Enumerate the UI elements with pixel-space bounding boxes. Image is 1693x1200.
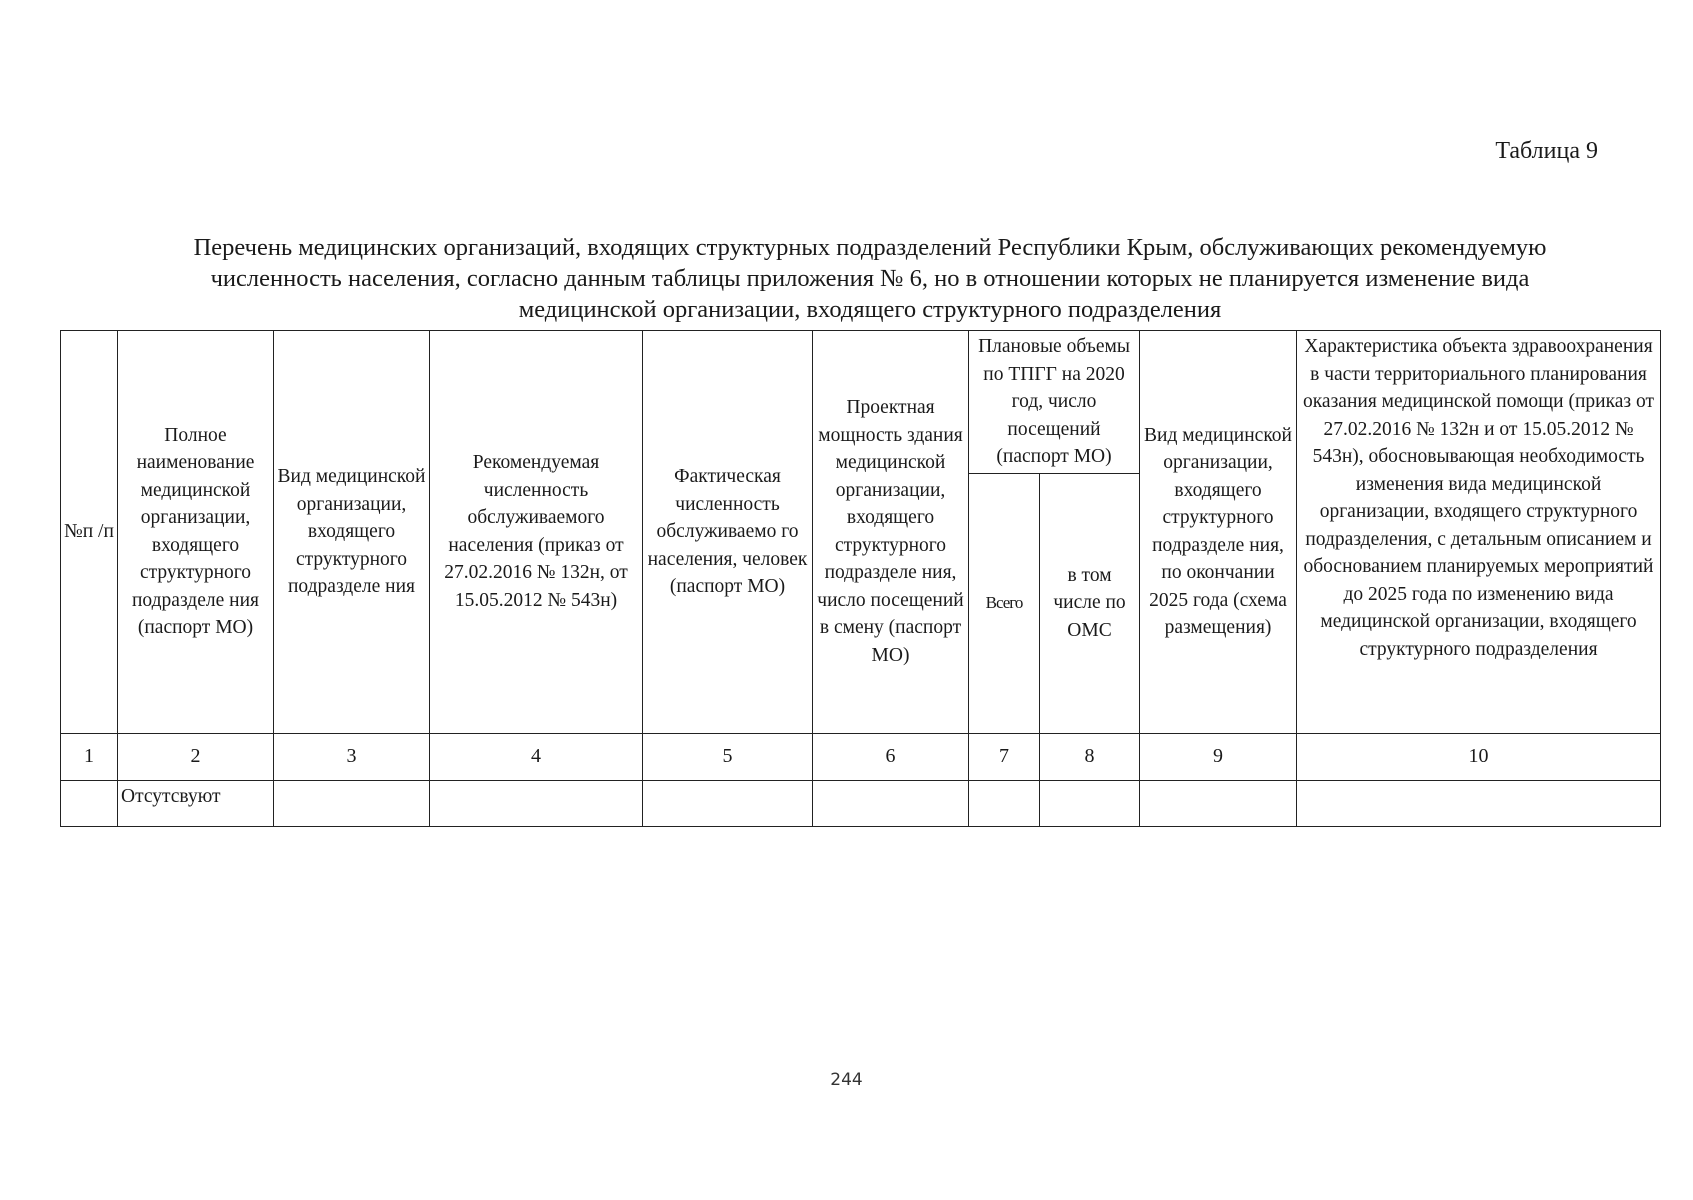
table-label: Таблица 9 xyxy=(1495,138,1598,164)
header-col-1: №п /п xyxy=(61,331,118,734)
column-number: 9 xyxy=(1140,733,1297,780)
table-cell xyxy=(1040,780,1140,826)
header-col-7-8-group: Плановые объемы по ТПГГ на 2020 год, число посещений (паспорт МО) xyxy=(969,331,1140,474)
table-row xyxy=(61,780,1661,826)
table-cell xyxy=(61,780,118,826)
header-col-6: Проектная мощность здания медицинской организации, входящего структурного подразделе ния, число посещений в смену (паспорт МО) xyxy=(813,331,969,734)
table-cell xyxy=(1297,780,1661,826)
header-col-10: Характеристика объекта здравоохранения в части территориального планирования оказания медицинской помощи (приказ от 27.02.2016 № 132н и от 15.05.2012 № 543н), обосновывающая необходимость изменения вида медицинской организации, входящего структурного подразделения, с детальным описанием и обоснованием планируемых мероприятий до 2025 года по изменению вида медицинской организации, входящего структурного подразделения xyxy=(1297,331,1661,734)
table-cell xyxy=(813,780,969,826)
column-number: 8 xyxy=(1040,733,1140,780)
page-number: 244 xyxy=(830,1070,863,1090)
table-cell xyxy=(1140,780,1297,826)
organizations-table xyxy=(60,330,1661,827)
column-number: 2 xyxy=(118,733,274,780)
column-number: 5 xyxy=(643,733,813,780)
header-col-7: Всего xyxy=(969,473,1040,733)
header-col-4: Рекомендуемая численность обслуживаемого населения (приказ от 27.02.2016 № 132н, от 15.05.2012 № 543н) xyxy=(430,331,643,734)
header-col-8: в том числе по ОМС xyxy=(1040,473,1140,733)
header-col-2: Полное наименование медицинской организации, входящего структурного подразделе ния (паспорт МО) xyxy=(118,331,274,734)
column-number: 1 xyxy=(61,733,118,780)
table-cell xyxy=(274,780,430,826)
header-col-9: Вид медицинской организации, входящего структурного подразделе ния, по окончании 2025 года (схема размещения) xyxy=(1140,331,1297,734)
header-col-3: Вид медицинской организации, входящего структурного подразделе ния xyxy=(274,331,430,734)
column-number: 10 xyxy=(1297,733,1661,780)
table-cell xyxy=(969,780,1040,826)
column-number: 6 xyxy=(813,733,969,780)
column-number: 4 xyxy=(430,733,643,780)
table-cell xyxy=(643,780,813,826)
table-cell xyxy=(430,780,643,826)
document-title: Перечень медицинских организаций, входящих структурных подразделений Республики Крым, обслуживающих рекомендуемую численность населения, согласно данным таблицы приложения № 6, но в отношении которых не планируется изменение вида медицинской организации, входящего структурного подразделения xyxy=(193,234,1547,323)
table-cell-organization: Отсутсвуют xyxy=(118,780,274,826)
header-col-5: Фактическая численность обслуживаемо го населения, человек (паспорт МО) xyxy=(643,331,813,734)
column-number: 3 xyxy=(274,733,430,780)
column-number: 7 xyxy=(969,733,1040,780)
